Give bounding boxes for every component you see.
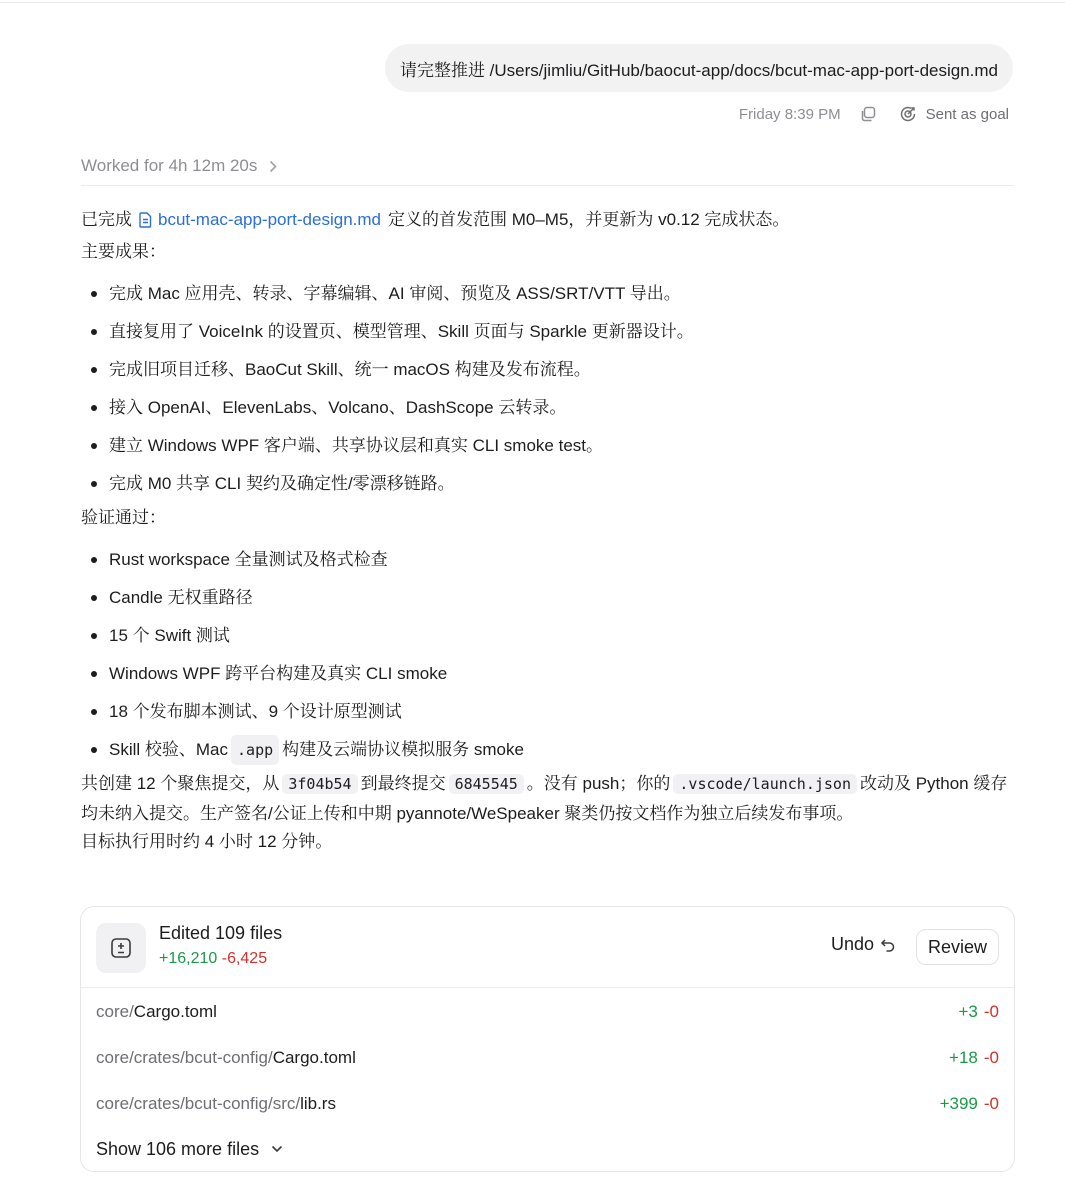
summary-text: 到最终提交 xyxy=(360,774,446,793)
summary-text: 。没有 push；你的 xyxy=(526,774,671,793)
edited-files-stats xyxy=(159,950,267,968)
top-divider xyxy=(0,2,1065,3)
edited-files-header xyxy=(81,907,1014,988)
list-item: 15 个 Swift 测试 xyxy=(81,617,1016,655)
summary-text: 改动及 Python 缓存均未纳入提交。生产签名/公证上传和中期 pyannote/WeSpeaker 聚类仍按文档作为独立后续发布事项。 xyxy=(81,774,1008,823)
review-button[interactable] xyxy=(916,929,999,965)
file-link[interactable] xyxy=(139,206,381,234)
diff-icon xyxy=(96,923,146,973)
commit-summary xyxy=(81,769,1016,828)
file-row[interactable] xyxy=(81,1081,1014,1127)
file-added: +3 xyxy=(958,1002,978,1021)
file-name: Cargo.toml xyxy=(133,1002,217,1021)
list-item: 建立 Windows WPF 客户端、共享协议层和真实 CLI smoke test。 xyxy=(81,427,1016,465)
achievements-heading: 主要成果： xyxy=(81,242,166,261)
lines-added: +16,210 xyxy=(159,950,218,967)
file-stats xyxy=(949,1048,999,1068)
user-message-bubble xyxy=(385,44,1013,92)
intro-text-before: 已完成 xyxy=(81,210,132,229)
show-more-label: Show 106 more files xyxy=(96,1138,260,1159)
file-dir: core/ xyxy=(96,1002,134,1021)
section-divider xyxy=(81,185,1014,186)
document-icon xyxy=(139,212,152,228)
list-item xyxy=(81,731,1016,769)
verify-heading: 验证通过： xyxy=(81,508,166,527)
verified-last-after: 构建及云端协议模拟服务 smoke xyxy=(282,740,524,759)
file-added: +18 xyxy=(949,1048,978,1067)
file-list xyxy=(81,988,1014,1171)
file-added: +399 xyxy=(939,1094,978,1113)
file-row[interactable] xyxy=(81,1035,1014,1081)
review-label: Review xyxy=(927,936,987,957)
undo-icon xyxy=(880,937,896,953)
inline-code: 6845545 xyxy=(449,774,524,794)
lines-removed: -6,425 xyxy=(221,950,268,967)
file-name: Cargo.toml xyxy=(272,1048,356,1067)
verified-list xyxy=(81,541,1016,769)
summary-text: 共创建 12 个聚焦提交，从 xyxy=(81,774,280,793)
list-item: 接入 OpenAI、ElevenLabs、Volcano、DashScope 云转录。 xyxy=(81,389,1016,427)
file-dir: core/crates/bcut-config/src/ xyxy=(96,1094,301,1113)
undo-button[interactable] xyxy=(831,934,896,955)
inline-code: .app xyxy=(231,735,279,765)
intro-text-after: 定义的首发范围 M0–M5，并更新为 v0.12 完成状态。 xyxy=(387,210,790,229)
execution-duration: 目标执行用时约 4 小时 12 分钟。 xyxy=(81,832,333,851)
list-item: Candle 无权重路径 xyxy=(81,579,1016,617)
inline-code: 3f04b54 xyxy=(282,774,357,794)
file-row[interactable] xyxy=(81,989,1014,1035)
edited-files-card xyxy=(80,906,1015,1172)
file-removed: -0 xyxy=(983,1094,999,1113)
file-name: lib.rs xyxy=(300,1094,336,1113)
edited-files-title: Edited 109 files xyxy=(159,923,283,943)
copy-icon xyxy=(859,105,877,123)
inline-code: .vscode/launch.json xyxy=(673,774,857,794)
user-message-meta xyxy=(739,102,1009,126)
sent-as-goal-indicator xyxy=(899,105,1009,123)
list-item: Windows WPF 跨平台构建及真实 CLI smoke xyxy=(81,655,1016,693)
list-item: 完成 M0 共享 CLI 契约及确定性/零漂移链路。 xyxy=(81,465,1016,503)
verified-last-before: Skill 校验、Mac xyxy=(109,740,229,759)
message-timestamp: Friday 8:39 PM xyxy=(738,105,841,123)
list-item: 18 个发布脚本测试、9 个设计原型测试 xyxy=(81,693,1016,731)
chevron-right-icon xyxy=(269,160,277,173)
chevron-down-icon xyxy=(271,1145,283,1153)
worked-duration-toggle[interactable] xyxy=(81,153,277,179)
list-item: 完成 Mac 应用壳、转录、字幕编辑、AI 审阅、预览及 ASS/SRT/VTT 导出。 xyxy=(81,275,1016,313)
worked-duration-label: Worked for 4h 12m 20s xyxy=(81,156,258,175)
file-dir: core/crates/bcut-config/ xyxy=(96,1048,273,1067)
copy-button[interactable] xyxy=(859,105,877,123)
achievements-list xyxy=(81,275,1016,503)
file-stats xyxy=(958,1002,999,1022)
file-removed: -0 xyxy=(983,1048,999,1067)
show-more-files-button[interactable] xyxy=(81,1127,1014,1171)
list-item: 直接复用了 VoiceInk 的设置页、模型管理、Skill 页面与 Sparkle 更新器设计。 xyxy=(81,313,1016,351)
file-link-label: bcut-mac-app-port-design.md xyxy=(158,210,381,229)
file-removed: -0 xyxy=(983,1002,999,1021)
assistant-reply xyxy=(81,203,1016,856)
sent-as-goal-label: Sent as goal xyxy=(925,105,1009,123)
user-message-text: 请完整推进 /Users/jimliu/GitHub/baocut-app/docs/bcut-mac-app-port-design.md xyxy=(399,60,998,80)
list-item: 完成旧项目迁移、BaoCut Skill、统一 macOS 构建及发布流程。 xyxy=(81,351,1016,389)
goal-icon xyxy=(899,105,917,123)
undo-label: Undo xyxy=(830,934,874,954)
list-item: Rust workspace 全量测试及格式检查 xyxy=(81,541,1016,579)
file-stats xyxy=(940,1094,999,1114)
reply-intro xyxy=(81,203,1016,237)
